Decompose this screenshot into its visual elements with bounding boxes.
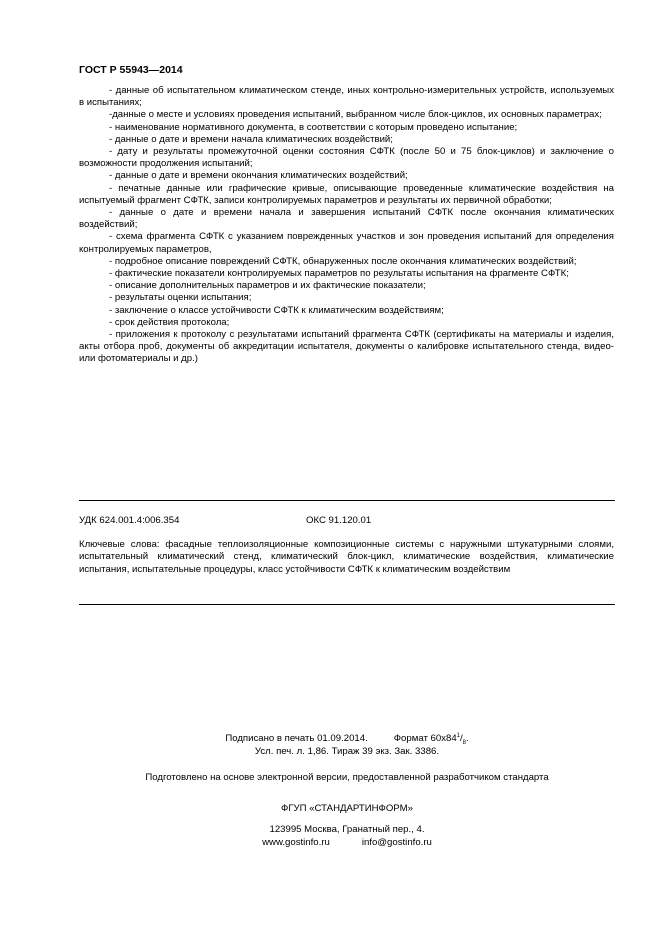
list-item: - данные об испытательном климатическом стенде, иных контрольно-измерительных устройств, используемых в испытаниях; [79,85,614,109]
prepared-note: Подготовлено на основе электронной версии, предоставленной разработчиком стандарта [145,772,549,783]
email-link[interactable]: info@gostinfo.ru [361,837,432,848]
list-item: - результаты оценки испытания; [109,292,252,304]
udk-code: УДК 624.001.4:006.354 [79,515,180,526]
list-item: -данные о месте и условиях проведения испытаний, выбранном числе блок-циклов, их основных параметрах; [109,109,602,121]
standard-code: ГОСТ Р 55943—2014 [79,64,183,76]
list-item: - данные о дате и времени окончания климатических воздействий; [109,170,408,182]
list-item: - подробное описание повреждений СФТК, обнаруженных после окончания климатических воздействий; [109,255,577,267]
list-item: - данные о дате и времени начала климатических воздействий; [109,133,393,145]
paper-format: Формат $60x84^1/_8$. [393,733,469,747]
publisher-address: 123995 Москва, Гранатный пер., 4. [269,824,425,835]
signed-date: Подписано в печать 01.09.2014. [225,733,368,745]
list-item: - фактические показатели контролируемых параметров по результаты испытания на фрагменте СФТК; [109,268,569,280]
list-item: - данные о дате и времени начала и завершения испытаний СФТК после окончания климатических воздействий; [79,207,614,231]
list-item: - приложения к протоколу с результатами испытаний фрагмента СФТК (сертификаты на материалы и изделия, акты отбора проб, документы об аккредитации испытателя, документы о калибровке испытательного стенда, видео- или фотоматериалы и др.) [79,329,614,365]
publisher-name: ФГУП «СТАНДАРТИНФОРМ» [281,803,413,814]
oks-code: ОКС 91.120.01 [306,515,372,526]
bottom-divider [79,604,615,605]
top-divider [79,500,615,501]
list-item: - дату и результаты промежуточной оценки состояния СФТК (после 50 и 75 блок-циклов) и заключение о возможности продолжения испытаний; [79,146,614,170]
keywords: Ключевые слова: фасадные теплоизоляционные композиционные системы с наружными штукатурными слоями, испытательный климатический стенд, климатический блок-цикл, климатические воздействия, климатические испытания, испытательные процедуры, класс устойчивости СФТК к климатическим воздействим [79,539,614,575]
list-item: - срок действия протокола; [109,316,230,328]
list-item: - наименование нормативного документа, в соответствии с которым проведено испытание; [109,121,518,133]
list-item: - описание дополнительных параметров и их фактические показатели; [109,280,426,292]
report-contents-list [79,85,614,366]
list-item: - печатные данные или графические кривые, описывающие проведенные климатические воздействия на испытуемый фрагмент СФТК, записи контролируемых параметров и результаты их первичной обработки; [79,182,614,206]
signed-line [79,733,615,746]
website-link[interactable]: www.gostinfo.ru [262,837,330,848]
publisher-contacts [79,837,615,848]
print-info: Усл. печ. л. 1,86. Тираж 39 экз. Зак. 3386. [254,746,440,757]
list-item: - заключение о классе устойчивости СФТК к климатическим воздействиям; [109,304,444,316]
list-item: - схема фрагмента СФТК с указанием поврежденных участков и зон проведения испытаний для определения контролируемых параметров, [79,231,614,255]
